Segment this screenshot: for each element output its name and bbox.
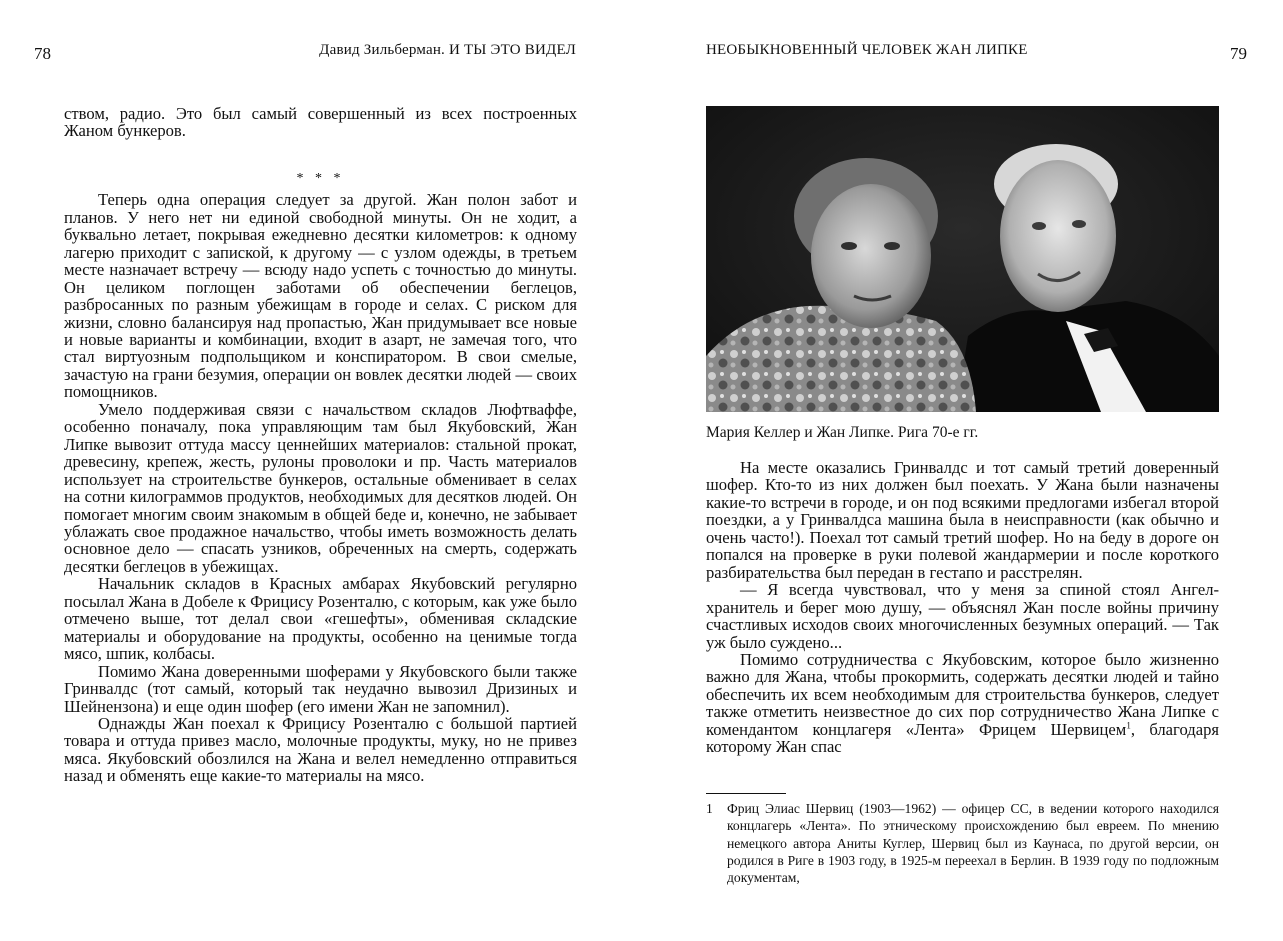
footnote-text: Фриц Элиас Шервиц (1903—1962) — офицер СС, в ведении которого находился концлагерь «Лента». По этническому происхождению был евреем. По мнению немецкого автора Аниты Куглер, Шервиц был из Каунаса, по другой версии, он родился в Риге в 1903 году, в 1925-м переехал в Берлин. В 1939 году по подложным документам, <box>727 801 1219 886</box>
running-head-right: НЕОБЫКНОВЕННЫЙ ЧЕЛОВЕК ЖАН ЛИПКЕ <box>706 42 1028 58</box>
section-break: * * * <box>296 170 345 186</box>
page-number-right: 79 <box>1230 44 1247 63</box>
right-body-text <box>706 459 1219 756</box>
running-head-left: Давид Зильберман. И ТЫ ЭТО ВИДЕЛ <box>319 42 576 58</box>
paragraph: На месте оказались Гринвалдс и тот самый третий доверенный шофер. Кто-то из них должен был поехать. У Жана были назначены какие-то встречи в городе, и он под всякими предлогами избегал второй поездки, а у Гринвалдса машина была в неисправности (как обычно и очень часто!). Поехал тот самый третий шофер. Но на беду в дороге он попался на проверке в руки полевой жандармерии и после короткого разбирательства был передан в гестапо и расстрелян. <box>706 458 1219 582</box>
paragraph-text: , благодаря которому Жан спас <box>706 719 1219 757</box>
continuation-paragraph: ством, радио. Это был самый совершенный из всех построенных Жаном бункеров. <box>64 104 577 141</box>
paragraph-with-footnote <box>706 651 1219 756</box>
page-number-left: 78 <box>34 44 51 63</box>
portrait-photo-graphic <box>706 106 1219 412</box>
footnote-rule <box>706 793 786 794</box>
footnote-reference[interactable]: 1 <box>1126 720 1131 731</box>
paragraph: Помимо Жана доверенными шоферами у Якубовского были также Гринвалдс (тот самый, который так неудачно вывозил Дризиных и Шейнензона) и еще один шофер (его имени Жан не запомнил). <box>64 661 577 716</box>
paragraph: Теперь одна операция следует за другой. Жан полон забот и планов. У него нет ни единой свободной минуты. Он не ходит, а буквально летает, покрывая ежедневно десятки километров: к одному лагерю приходит с запиской, к другому — с узлом одежды, в третьем месте назначает встречу — всюду надо успеть с точностью до минуты. Он целиком поглощен заботами об обеспечении беглецов, разбросанных по разным убежищам в городе и селах. С риском для жизни, словно балансируя над пропастью, Жан придумывает все новые и новые варианты и комбинации, входит в азарт, не замечая того, что стал виртуозным подпольщиком и конспиратором. В свои смелые, зачастую на грани безумия, операции он вовлек десятки людей — своих помощников. <box>64 190 577 402</box>
left-body-text <box>64 105 577 785</box>
paragraph: Умело поддерживая связи с начальством складов Люфтваффе, особенно поначалу, пока управляющим там был Якубовский, Жан Липке вывозит оттуда массу ценнейших материалов: стальной прокат, древесину, крепеж, жесть, рулоны проволоки и пр. Часть материалов использует на строительстве бункеров, остальные обменивает в селах на сотни килограммов продуктов, необходимых для десятков людей. Он помогает многим своим знакомым в общей беде и, конечно, не забывает ублажать свое продажное начальство, чтобы иметь возможность делать основное дело — спасать узников, обреченных на смерть, содержать десятки беглецов в убежищах. <box>64 399 577 576</box>
left-page <box>0 0 640 941</box>
footnote <box>706 800 1219 886</box>
paragraph: Начальник складов в Красных амбарах Якубовский регулярно посылал Жана в Добеле к Фрицису Розенталю, с которым, как уже было отмечено выше, тот делал свои «гешефты», обменивая складские материалы и оборудование на продукты, особенно на ценимые тогда мясо, шпик, колбасы. <box>64 574 577 664</box>
paragraph-text: Помимо сотрудничества с Якубовским, которое было жизненно важно для Жана, чтобы прокормить, содержать десятки людей и тайно обеспечить их всем необходимым для строительства бункеров, следует также отметить неизвестное до сих пор сотрудничество Жана Липке с комендантом концлагеря «Лента» Фрицем Шервицем <box>706 649 1219 739</box>
footnote-mark: 1 <box>706 801 713 816</box>
photo-caption: Мария Келлер и Жан Липке. Рига 70-е гг. <box>706 424 979 441</box>
portrait-photo <box>706 106 1219 412</box>
paragraph: Однажды Жан поехал к Фрицису Розенталю с большой партией товара и оттуда привез масло, молочные продукты, муку, но не привез мяса. Якубовский обозлился на Жана и велел немедленно отправиться назад и обменять еще какие-то материалы на мясо. <box>64 713 577 786</box>
paragraph: — Я всегда чувствовал, что у меня за спиной стоял Ангел-хранитель и берег мою душу, — объяснял Жан после войны причину счастливых исходов своих многочисленных безумных операций. — Так уж было суждено... <box>706 580 1219 652</box>
